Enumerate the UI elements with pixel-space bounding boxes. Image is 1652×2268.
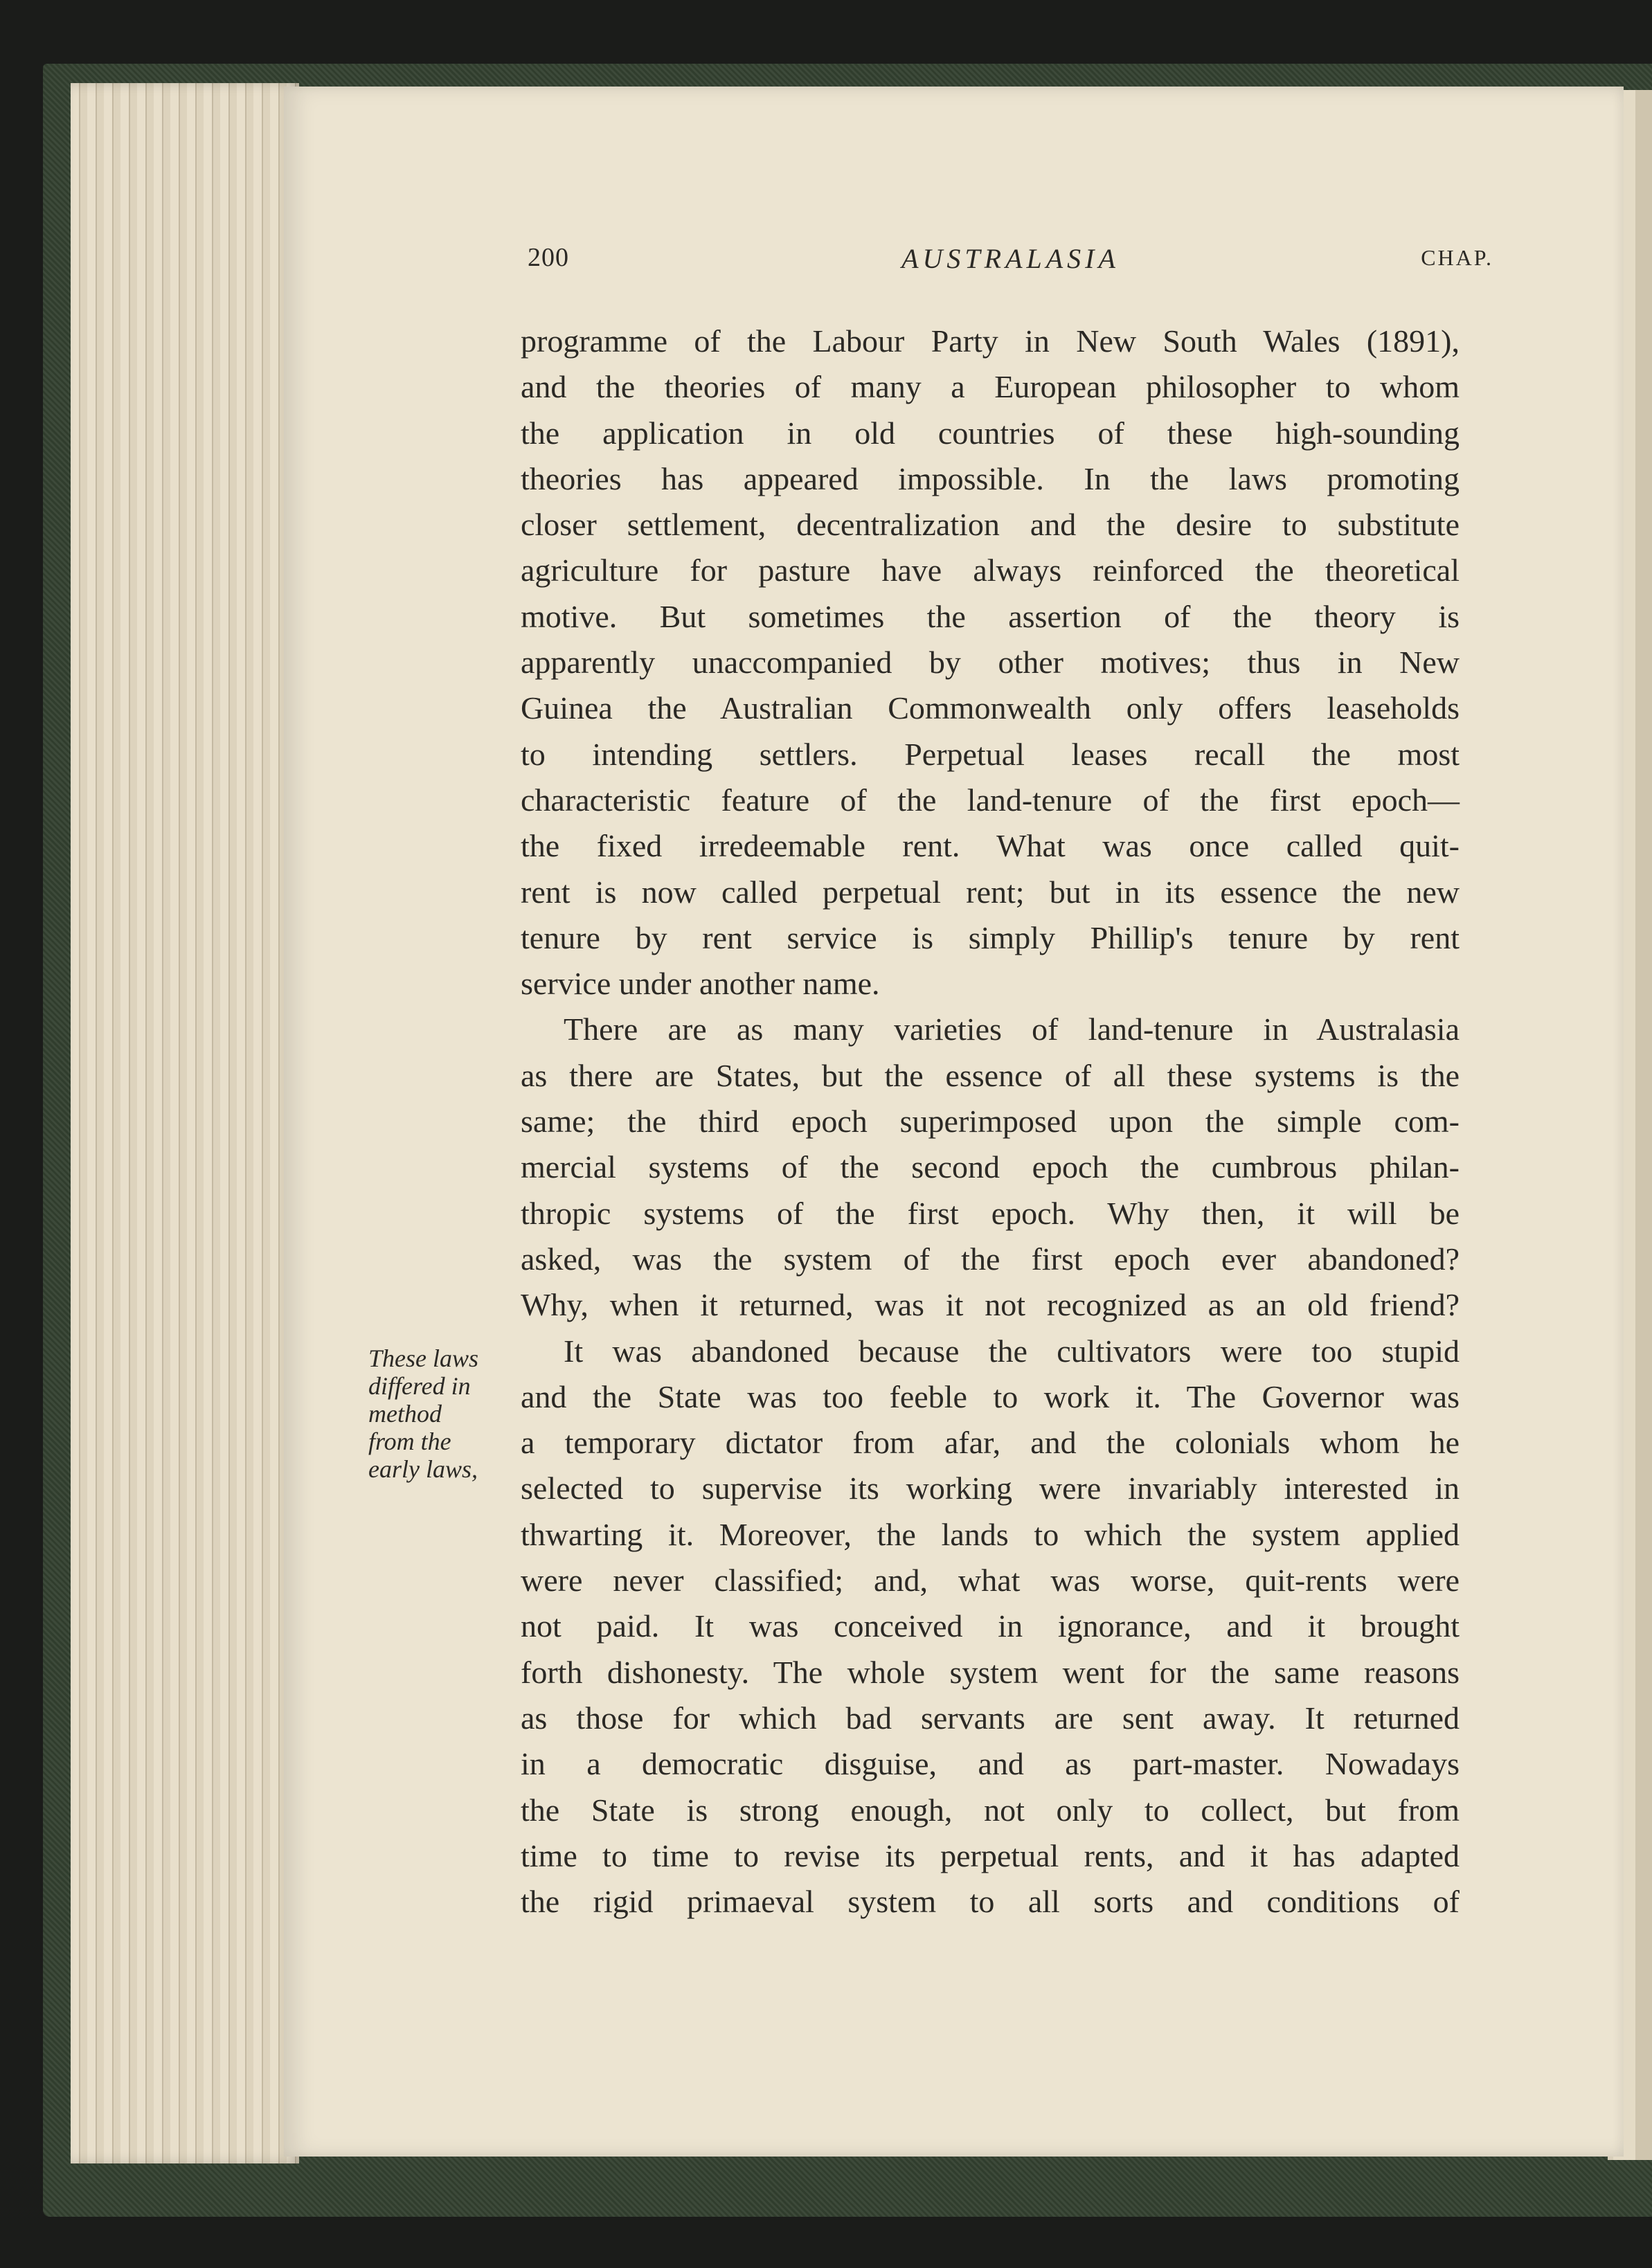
page-number: 200 [528, 243, 569, 272]
paragraph-2 [521, 1007, 1460, 1925]
text-line: theories has appeared impossible. In the laws promoting [521, 460, 1460, 496]
margin-note-line: differed in [368, 1372, 471, 1400]
text-line: characteristic feature of the land-tenure of the first epoch— [521, 782, 1460, 818]
text-line: the fixed irredeemable rent. What was once called quit- [521, 828, 1460, 864]
margin-note-line: from the [368, 1428, 451, 1455]
text-line: same; the third epoch superimposed upon the simple com- [521, 1104, 1460, 1140]
text-line: programme of the Labour Party in New South Wales (1891), [521, 323, 1460, 359]
text-line: the rigid primaeval system to all sorts and conditions of [521, 1884, 1460, 1920]
text-line: mercial systems of the second epoch the cumbrous philan- [521, 1149, 1460, 1185]
page-edges [71, 83, 299, 2163]
text-line: Guinea the Australian Commonwealth only offers leaseholds [521, 690, 1460, 726]
chapter-label: CHAP. [1421, 245, 1493, 270]
margin-note-line: method [368, 1400, 442, 1428]
text-line: in a democratic disguise, and as part-master. Nowadays [521, 1746, 1460, 1782]
margin-note [368, 1344, 514, 1483]
text-line: to intending settlers. Perpetual leases recall the most [521, 736, 1460, 772]
text-line: a temporary dictator from afar, and the colonials whom he [521, 1425, 1460, 1461]
running-head [528, 242, 1493, 284]
body-text [521, 318, 1460, 1925]
text-line: and the theories of many a European philosopher to whom [521, 369, 1460, 405]
text-line: asked, was the system of the first epoch ever abandoned? [521, 1241, 1460, 1277]
text-line: forth dishonesty. The whole system went for the same reasons [521, 1654, 1460, 1690]
text-line: were never classified; and, what was worse, quit-rents were [521, 1563, 1460, 1599]
text-line: service under another name. [521, 966, 880, 1002]
text-line: the State is strong enough, not only to collect, but from [521, 1792, 1460, 1828]
text-line: motive. But sometimes the assertion of the theory is [521, 598, 1460, 634]
text-line: thropic systems of the first epoch. Why then, it will be [521, 1195, 1460, 1231]
text-line: apparently unaccompanied by other motives; thus in New [521, 645, 1460, 681]
paragraph-1 [521, 318, 1460, 1007]
running-title: AUSTRALASIA [901, 243, 1120, 274]
text-line: rent is now called perpetual rent; but in its essence the new [521, 874, 1460, 910]
text-line: as those for which bad servants are sent away. It returned [521, 1700, 1460, 1736]
text-line: time to time to revise its perpetual rents, and it has adapted [521, 1837, 1460, 1873]
margin-note-line: early laws, [368, 1455, 478, 1483]
text-line: and the State was too feeble to work it. The Governor was [521, 1378, 1460, 1414]
margin-note-line: These laws [368, 1344, 479, 1372]
text-line: tenure by rent service is simply Phillip's tenure by rent [521, 919, 1460, 955]
text-line: It was abandoned because the cultivators were too stupid [564, 1333, 1460, 1369]
text-line: not paid. It was conceived in ignorance, and it brought [521, 1608, 1460, 1644]
text-line: the application in old countries of these high-sounding [521, 415, 1460, 451]
text-line: as there are States, but the essence of all these systems is the [521, 1057, 1460, 1093]
text-line: There are as many varieties of land-tenure in Australasia [564, 1011, 1460, 1047]
text-line: agriculture for pasture have always reinforced the theoretical [521, 552, 1460, 588]
text-line: Why, when it returned, was it not recognized as an old friend? [521, 1287, 1460, 1323]
text-line: thwarting it. Moreover, the lands to which the system applied [521, 1516, 1460, 1552]
text-line: closer settlement, decentralization and the desire to substitute [521, 507, 1460, 543]
text-line: selected to supervise its working were invariably interested in [521, 1470, 1460, 1506]
